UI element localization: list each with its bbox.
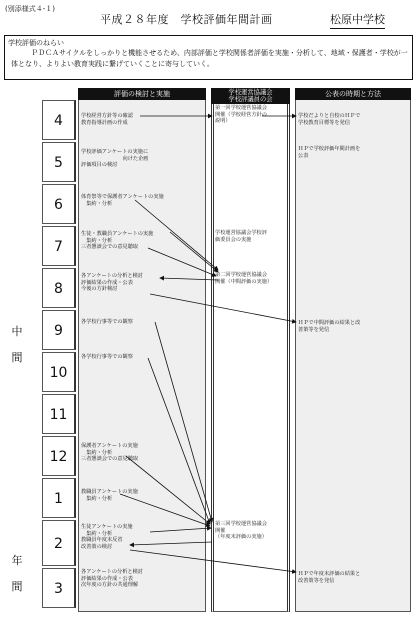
annual-label-char2: 間: [11, 580, 23, 593]
school-name: 松原中学校: [330, 11, 385, 29]
publish-september: ＨＰで中間評価の結果と改 善策等を発信: [298, 320, 361, 333]
month-10: 10: [42, 352, 76, 392]
eval-may: 学校評価アンケートの実施に 向けた企画 評価項目の検討: [81, 149, 149, 169]
committee-july: 学校運営協議会学校評 価委員会の実施: [215, 230, 267, 243]
committee-header-line1: 学校運営協議会: [228, 88, 273, 96]
publish-may: ＨＰで学校評価年間計画を 公表: [298, 146, 361, 159]
eval-april: 学校経営方針等の確認 教育指導計画の作成: [81, 113, 133, 126]
month-1: 1: [42, 478, 76, 518]
publish-header: 公表の時期と方法: [295, 88, 411, 100]
month-7: 7: [42, 226, 76, 266]
month-9: 9: [42, 310, 76, 350]
month-4: 4: [42, 100, 76, 140]
eval-march: 各アンケートの分析と検討 評価結果の作成・公表 次年度の方針の共通理解: [81, 569, 143, 589]
eval-header: 評価の検討と実施: [78, 88, 206, 100]
month-2: 2: [42, 520, 76, 566]
month-3: 3: [42, 568, 76, 608]
committee-april: 第一回学校運営協議会 開催（学校経営方針の 説明）: [215, 105, 267, 125]
committee-header-line2: 学校評議員の会: [228, 96, 273, 103]
eval-july: 生徒・教職員アンケートの実施 集約・分析 三者懇談会での意見聴取: [81, 231, 154, 251]
aim-text: ＰＤＣＡサイクルをしっかりと機能させるため、内部評価と学校関係者評価を実施・分析して、地域・保護者・学校が一体となり、よりよい教育実践に繋げていくことに寄与していく。: [11, 49, 408, 68]
month-5: 5: [42, 142, 76, 182]
month-8: 8: [42, 268, 76, 308]
publish-column: [295, 88, 411, 612]
month-6: 6: [42, 184, 76, 224]
committee-february: 第三回学校運営協議会 開催 （年度末評価の実施）: [215, 521, 267, 541]
month-12: 12: [42, 436, 76, 476]
eval-february: 生徒アンケートの実施 集約・分析 教職員年度末反省 改善策の検討: [81, 524, 133, 550]
annual-label: [10, 553, 24, 595]
page-title: 平成２８年度 学校評価年間計画: [100, 13, 273, 26]
publish-april: 学校だよりと自校のＨＰで 学校教育目標等を発信: [298, 113, 361, 126]
month-11: 11: [42, 394, 76, 434]
annual-label-char1: 年: [11, 554, 23, 567]
eval-january: 教職員アンケートの実施 集約・分析: [81, 489, 138, 502]
middle-label-char2: 間: [11, 351, 23, 364]
eval-june: 体育祭等で保護者アンケートの実施 集約・分析: [81, 194, 164, 207]
committee-august: 第二回学校運営協議会 開催（中間評価の実施）: [215, 272, 273, 285]
eval-september: 各学校行事等での観察: [81, 319, 133, 325]
form-number: (別添様式４-１): [5, 5, 55, 13]
aim-heading: 学校評価のねらい: [8, 39, 64, 47]
publish-march: ＨＰで年度末評価の結果と 改善策等を発信: [298, 571, 361, 584]
committee-header: [211, 88, 290, 104]
aim-box: [4, 35, 413, 80]
eval-october: 各学校行事等での観察: [81, 354, 133, 360]
middle-label: [10, 324, 24, 366]
eval-august: 各アンケートの分析と検討 評価結果の作成・公表 今後の方針検討: [81, 273, 143, 293]
middle-label-char1: 中: [11, 325, 23, 338]
eval-december: 保護者アンケートの実施 集約・分析 三者懇談会での意見聴取: [81, 443, 139, 463]
